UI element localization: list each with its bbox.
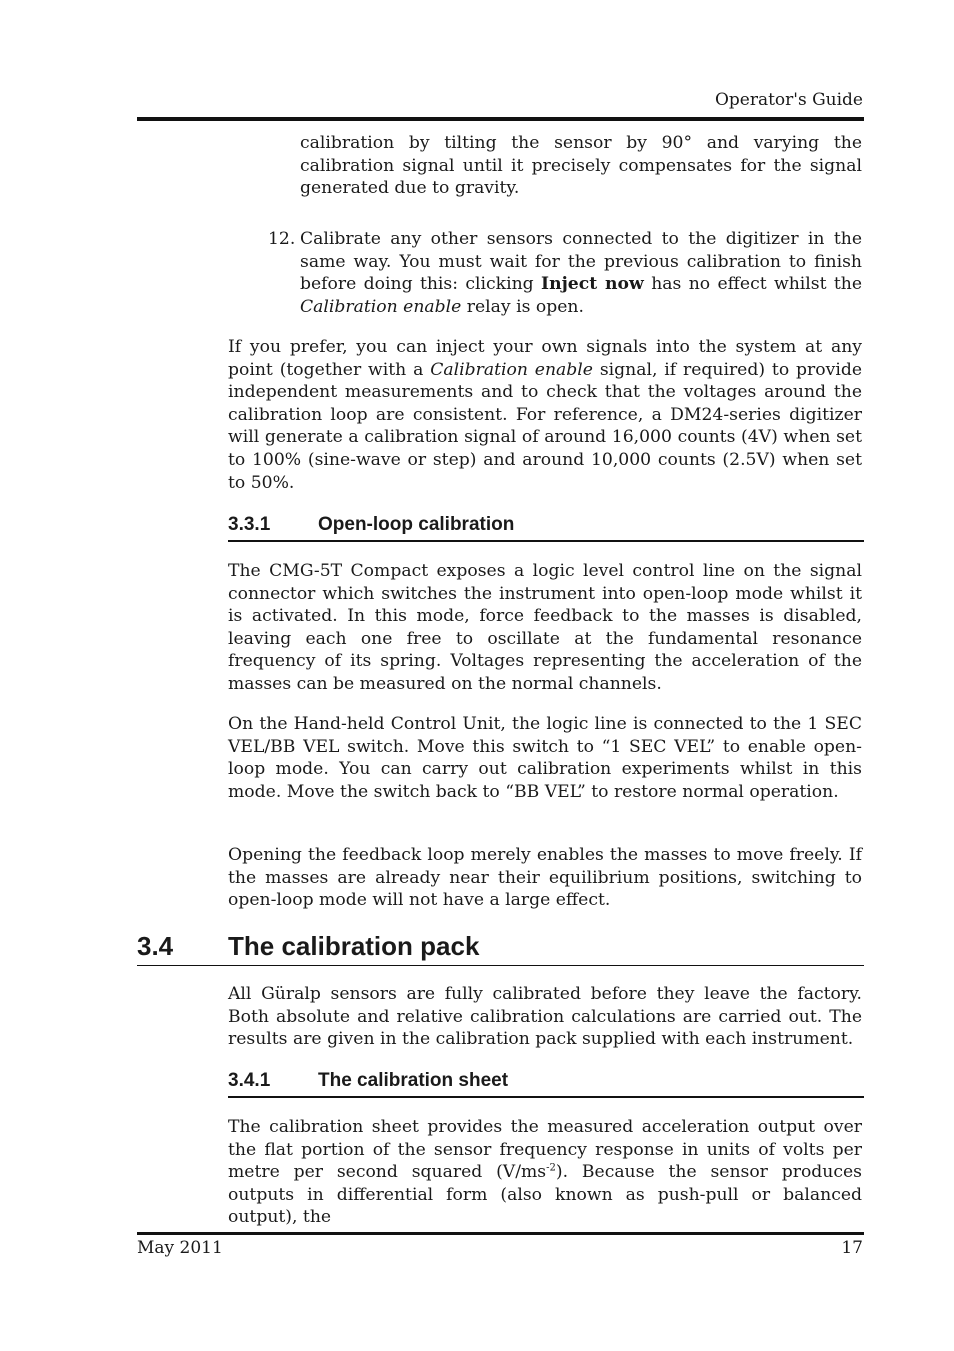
section-number: 3.4 <box>137 931 174 961</box>
text-run: has no effect whilst the <box>643 274 863 295</box>
section-title: The calibration sheet <box>318 1070 509 1091</box>
list-item-12 <box>300 228 862 318</box>
page-number: 17 <box>841 1238 863 1258</box>
ui-term-inject-now: Inject now <box>541 274 644 295</box>
footer-rule <box>137 1232 864 1235</box>
paragraph-continued: calibration by tilting the sensor by 90° and varying the calibration signal until it precisely compensates for the signal generated due to gravity. <box>300 133 862 199</box>
text-run: Calibrate any other sensors connected to the digitizer in the same way. You must wait for the previous calibration to finish before doing this: clicking <box>300 229 862 295</box>
term-calibration-enable: Calibration enable <box>430 359 593 380</box>
section-rule <box>137 965 864 966</box>
paragraph-open: Opening the feedback loop merely enables the masses to move freely. If the masses are already near their equilibrium positions, switching to open-loop mode will not have a large effect. <box>228 845 862 911</box>
paragraph-cmg: The CMG-5T Compact exposes a logic level control line on the signal connector which switches the instrument into open-loop mode whilst it is activated. In this mode, force feedback to the masses is disabled, leaving each one free to oscillate at the fundamental resonance frequency of its spring. Voltages representing the acceleration of the masses can be measured on the normal channels. <box>228 561 862 694</box>
text-run: The calibration sheet provides the measured acceleration output over the flat portion of the sensor frequency response in units of volts per metre per second squared (V/ms <box>228 1117 862 1183</box>
paragraph-calibration-sheet <box>228 1116 862 1229</box>
paragraph-prefer <box>228 336 862 494</box>
section-heading-3-4-1 <box>228 1070 864 1092</box>
text-run: ). Because the sensor produces outputs in differential form (also known as push-pull or balanced output), the <box>228 1162 862 1228</box>
paragraph-hand-held: On the Hand-held Control Unit, the logic line is connected to the 1 SEC VEL/BB VEL switch. Move this switch to “1 SEC VEL” to enable open-loop mode. You can carry out calibration experiments whilst in this mode. Move the switch back to “BB VEL” to restore normal operation. <box>228 714 862 802</box>
section-title: Open-loop calibration <box>318 514 515 535</box>
paragraph-guralp: All Güralp sensors are fully calibrated before they leave the factory. Both absolute and relative calibration calculations are carried out. The results are given in the calibration pack supplied with each instrument. <box>228 984 862 1050</box>
header-rule <box>137 117 864 121</box>
section-rule <box>228 1096 864 1098</box>
section-title: The calibration pack <box>228 931 480 961</box>
section-heading-3-4 <box>137 931 864 962</box>
text-run: If you prefer, you can inject your own signals into the system at any point (together with a <box>228 337 862 380</box>
running-header: Operator's Guide <box>714 90 863 110</box>
superscript: -2 <box>546 1162 556 1174</box>
list-number: 12. <box>268 229 296 249</box>
section-heading-3-3-1 <box>228 514 864 536</box>
footer-date: May 2011 <box>137 1238 223 1258</box>
section-number: 3.4.1 <box>228 1070 271 1091</box>
text-run: relay is open. <box>461 296 584 317</box>
section-number: 3.3.1 <box>228 514 271 535</box>
text-run: signal, if required) to provide independent measurements and to check that the voltages around the calibration loop are consistent. For reference, a DM24-series digitizer will generate a calibration signal of around 16,000 counts (4V) when set to 100% (sine-wave or step) and around 10,000 counts (2.5V) when set to 50%. <box>228 359 863 493</box>
term-calibration-enable: Calibration enable <box>300 296 462 317</box>
section-rule <box>228 540 864 542</box>
